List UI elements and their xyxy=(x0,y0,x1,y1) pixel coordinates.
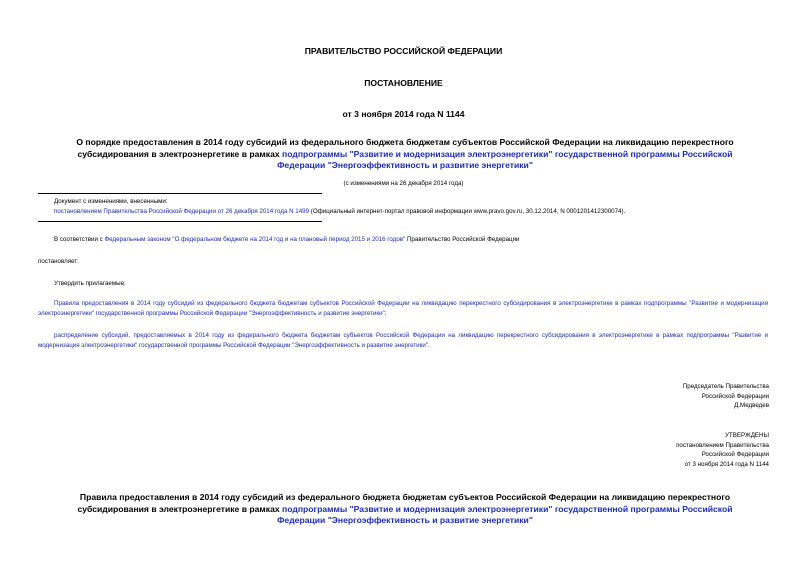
changes-label: Документ с изменениями, внесенными: xyxy=(54,198,168,205)
approved-item-distribution xyxy=(38,331,768,350)
amendments-note: (с изменениями на 26 декабря 2014 года) xyxy=(343,180,464,187)
distribution-link[interactable]: распределение субсидий, предоставляемых в 2014 году из федерального бюджета бюджетам субъектов Российской Федерации на ликвидацию перекрестного субсидирования в электроэнергетике в рамках подпрограммы "Развитие и модернизация электроэнергетики" государственной программы Российской Федерации "Энергоэффективность и развитие энергетики" xyxy=(38,332,768,349)
rules-title xyxy=(55,492,755,527)
document-title-link[interactable]: подпрограммы "Развитие и модернизация электроэнергетики" государственной программы Российской Федерации "Энергоэффективность и развитие энергетики" xyxy=(277,148,733,171)
item2-suffix: . xyxy=(428,341,430,349)
document-date-number: от 3 ноября 2014 года N 1144 xyxy=(342,109,465,119)
document-title xyxy=(55,137,755,172)
changes-suffix: (Официальный интернет-портал правовой информации www.pravo.gov.ru, 30.12.2014, N 0001201412300074). xyxy=(309,208,626,215)
government-heading: ПРАВИТЕЛЬСТВО РОССИЙСКОЙ ФЕДЕРАЦИИ xyxy=(304,46,503,56)
divider-top xyxy=(38,193,322,194)
approved-item-rules xyxy=(38,299,768,318)
document-title-text: О порядке предоставления в 2014 году субсидий из федерального бюджета бюджетам субъектов Российской Федерации на ликвидацию перекрестного субсидирования в электроэнергетике в рамках xyxy=(76,137,734,159)
preamble-prefix: В соответствии с xyxy=(54,236,105,243)
preamble xyxy=(54,236,519,243)
federal-law-link[interactable]: Федеральным законом "О федеральном бюджете на 2014 год и на плановый период 2015 и 2016 годов" xyxy=(104,236,406,243)
approved-country: Российской Федерации xyxy=(701,451,769,459)
signature-position: Председатель Правительства xyxy=(682,383,769,390)
rules-title-text: Правила предоставления в 2014 году субсидий из федерального бюджета бюджетам субъектов Российской Федерации на ликвидацию перекрестного субсидирования в электроэнергетике в рамках xyxy=(77,492,731,514)
approve-text: Утвердить прилагаемые: xyxy=(54,280,126,287)
rules-title-link[interactable]: подпрограммы "Развитие и модернизация электроэнергетики" государственной программы Российской Федерации "Энергоэффективность и развитие энергетики" xyxy=(277,503,733,526)
item1-suffix: ; xyxy=(384,309,387,317)
rules-link[interactable]: Правила предоставления в 2014 году субсидий из федерального бюджета бюджетам субъектов Российской Федерации на ликвидацию перекрестного субсидирования в электроэнергетике в рамках подпрограммы "Развитие и модернизация электроэнергетики" государственной программы Российской Федерации "Энергоэффективность и развитие энергетики" xyxy=(38,300,768,317)
approved-by: постановлением Правительства xyxy=(676,441,769,449)
preamble-suffix: Правительство Российской Федерации xyxy=(405,236,520,243)
signature-name: Д.Медведев xyxy=(734,402,769,410)
approved-date: от 3 ноября 2014 года N 1144 xyxy=(684,460,769,468)
approved-block xyxy=(676,431,769,469)
changes-entry xyxy=(54,208,625,215)
signature-block xyxy=(683,382,769,411)
decides-text: постановляет: xyxy=(38,258,79,265)
divider-bottom xyxy=(38,221,322,222)
changes-link[interactable]: постановлением Правительства Российской Федерации от 26 декабря 2014 года N 1499 xyxy=(54,208,310,215)
signature-country: Российской Федерации xyxy=(701,392,769,400)
approved-heading: УТВЕРЖДЕНЫ xyxy=(725,432,769,439)
document-type: ПОСТАНОВЛЕНИЕ xyxy=(364,78,443,88)
